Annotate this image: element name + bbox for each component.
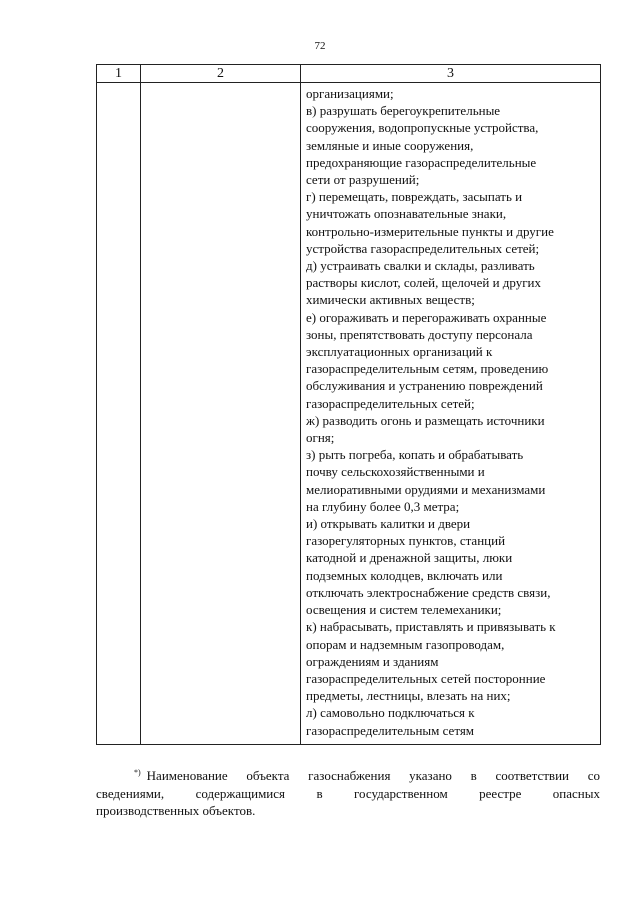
prohibitions-text <box>301 83 600 739</box>
column-header-2: 2 <box>141 65 301 83</box>
text-line: отключать электроснабжение средств связи, <box>306 584 551 600</box>
text-line: ж) разводить огонь и размещать источники <box>306 412 545 428</box>
page-number: 72 <box>314 40 326 52</box>
text-line: газораспределительных сетей посторонние <box>306 670 546 686</box>
table-row <box>97 83 601 745</box>
text-line: газораспределительным сетям, проведению <box>306 361 549 377</box>
footnote-line: сведениями, содержащимися в государственном реестре опасных <box>96 785 600 801</box>
text-line: химически активных веществ; <box>306 292 475 308</box>
table-header-row <box>97 65 601 83</box>
text-line: почву сельскохозяйственными и <box>306 464 485 480</box>
text-line: д) устраивать свалки и склады, разливать <box>306 258 535 274</box>
text-line: предметы, лестницы, влезать на них; <box>306 688 511 704</box>
text-line: з) рыть погреба, копать и обрабатывать <box>306 447 524 463</box>
text-line: растворы кислот, солей, щелочей и других <box>306 275 542 291</box>
text-line: устройства газораспределительных сетей; <box>306 240 540 256</box>
text-line: земляные и иные сооружения, <box>306 137 474 153</box>
text-line: уничтожать опознавательные знаки, <box>306 206 507 222</box>
footnote-line: производственных объектов. <box>96 803 256 818</box>
text-line: сети от разрушений; <box>306 172 420 188</box>
text-line: зоны, препятствовать доступу персонала <box>306 326 533 342</box>
footnote-line <box>96 764 600 785</box>
text-line: к) набрасывать, приставлять и привязывать к <box>306 619 556 635</box>
footnote-marker: *) <box>134 768 141 777</box>
text-line: газораспределительным сетям <box>306 722 475 738</box>
text-line: опорам и надземным газопроводам, <box>306 636 505 652</box>
text-line: подземных колодцев, включать или <box>306 567 503 583</box>
text-line: организациями; <box>306 86 394 101</box>
text-line: и) открывать калитки и двери <box>306 516 471 532</box>
text-line: газорегуляторных пунктов, станций <box>306 533 506 549</box>
text-line: предохраняющие газораспределительные <box>306 154 537 170</box>
column-header-1: 1 <box>97 65 141 83</box>
table-cell-col2 <box>141 83 301 745</box>
column-header-3: 3 <box>301 65 601 83</box>
text-line: л) самовольно подключаться к <box>306 705 475 721</box>
text-line: огня; <box>306 430 335 446</box>
text-line: освещения и систем телемеханики; <box>306 602 502 618</box>
table-cell-col3 <box>301 83 601 745</box>
text-line: г) перемещать, повреждать, засыпать и <box>306 189 523 205</box>
text-line: мелиоративными орудиями и механизмами <box>306 481 546 497</box>
table-cell-col1 <box>97 83 141 745</box>
text-line: на глубину более 0,3 метра; <box>306 498 460 514</box>
text-line: сооружения, водопропускные устройства, <box>306 120 539 136</box>
text-line: ограждениям и зданиям <box>306 653 439 669</box>
text-line: газораспределительных сетей; <box>306 395 475 411</box>
footnote <box>96 764 600 820</box>
text-line: контрольно-измерительные пункты и другие <box>306 223 554 239</box>
text-line: катодной и дренажной защиты, люки <box>306 550 513 566</box>
text-line: е) огораживать и перегораживать охранные <box>306 309 547 325</box>
text-line: в) разрушать берегоукрепительные <box>306 103 501 119</box>
requirements-table <box>96 64 601 745</box>
text-line: эксплуатационных организаций к <box>306 344 493 360</box>
footnote-text-1: Наименование объекта газоснабжения указано в соответствии со <box>146 768 600 783</box>
text-line: обслуживания и устранению повреждений <box>306 378 543 394</box>
